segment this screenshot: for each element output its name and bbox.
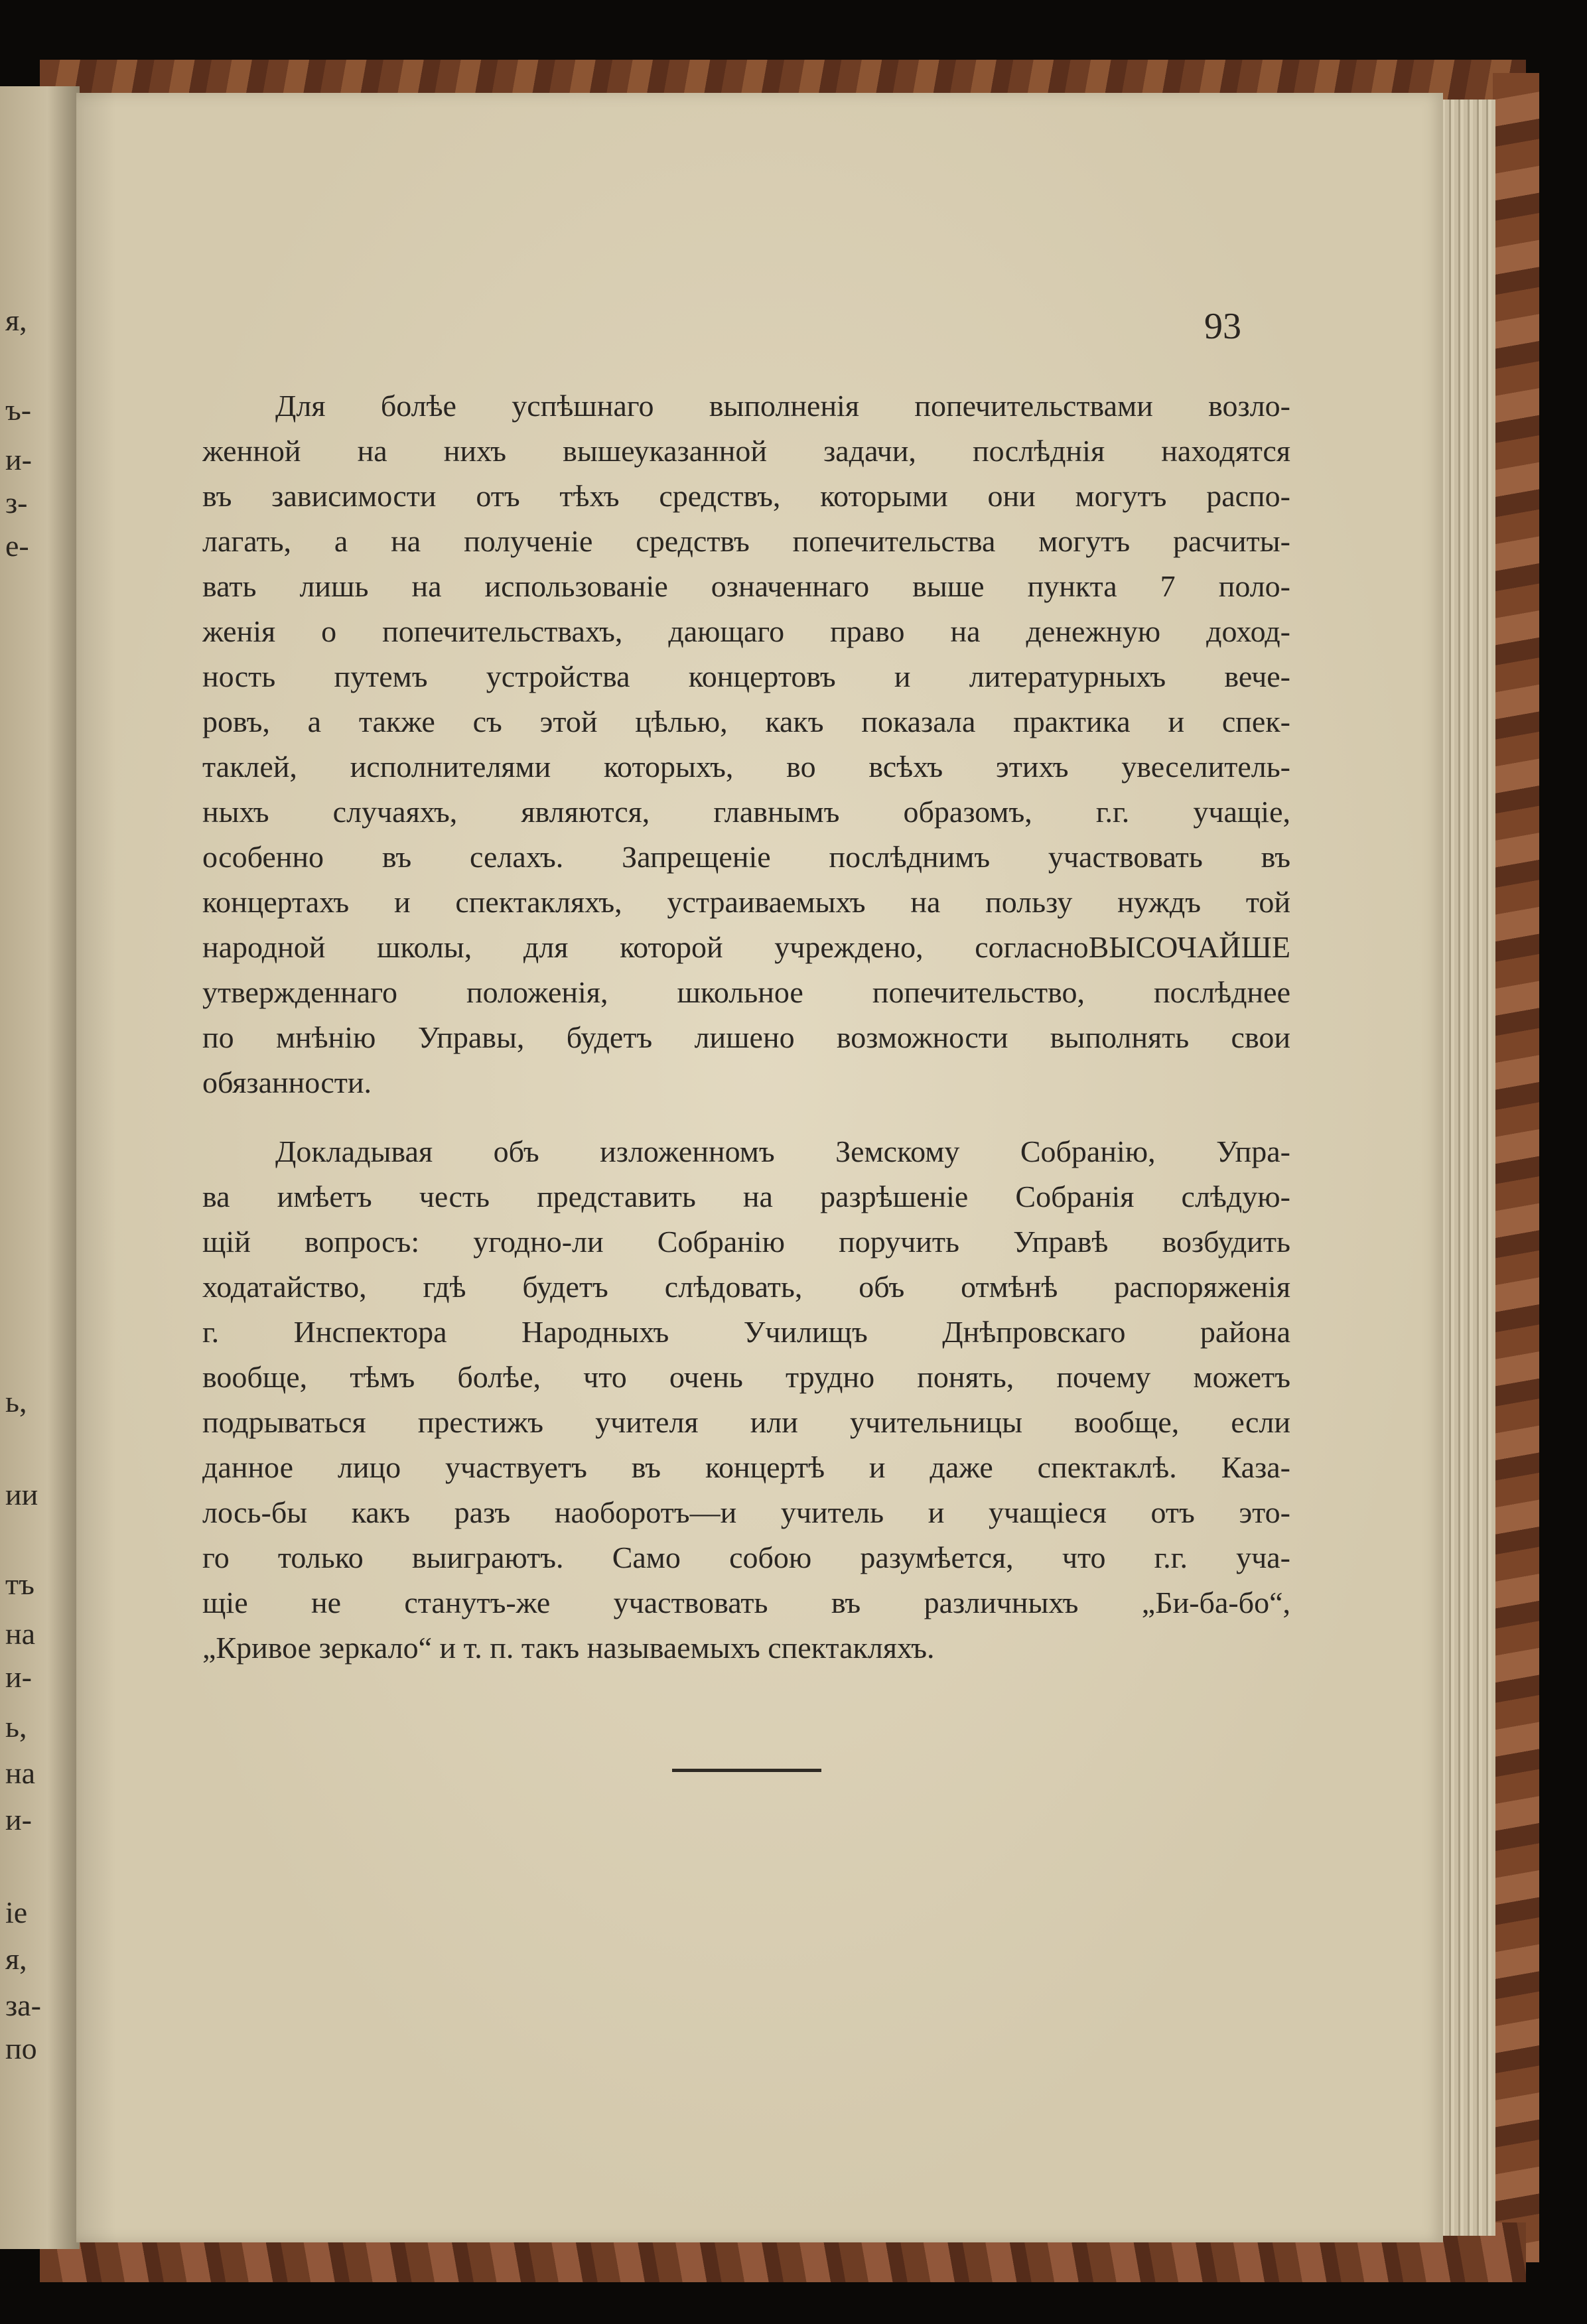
text-line: г. Инспектора Народныхъ Училищъ Днѣпровскаго района bbox=[202, 1315, 1290, 1349]
section-divider bbox=[672, 1769, 821, 1772]
text-line: женія о попечительствахъ, дающаго право на денежную доход- bbox=[202, 614, 1290, 648]
text-line: ныхъ случаяхъ, являются, главнымъ образомъ, г.г. учащіе, bbox=[202, 795, 1290, 829]
previous-page-edge bbox=[0, 86, 80, 2249]
left-page-fragment: и- bbox=[5, 443, 32, 476]
text-line: таклей, исполнителями которыхъ, во всѣхъ этихъ увеселитель- bbox=[202, 750, 1290, 784]
text-line: ва имѣетъ честь представить на разрѣшеніе Собранія слѣдую- bbox=[202, 1180, 1290, 1213]
text-line: Докладывая объ изложенномъ Земскому Собранію, Упра- bbox=[275, 1134, 1290, 1168]
text-line: лагать, а на полученіе средствъ попечительства могутъ расчиты- bbox=[202, 524, 1290, 558]
left-page-fragment: я, bbox=[5, 1942, 27, 1976]
left-page-fragment: ъ- bbox=[5, 393, 32, 427]
text-line: по мнѣнію Управы, будетъ лишено возможности выполнять свои bbox=[202, 1020, 1290, 1054]
left-page-fragment: по bbox=[5, 2031, 37, 2065]
text-line: щій вопросъ: угодно-ли Собранію поручить Управѣ возбудить bbox=[202, 1225, 1290, 1259]
left-page-fragment: на bbox=[5, 1756, 36, 1790]
text-line: данное лицо участвуетъ въ концертѣ и даже спектаклѣ. Каза- bbox=[202, 1450, 1290, 1484]
text-line: вообще, тѣмъ болѣе, что очень трудно понять, почему можетъ bbox=[202, 1360, 1290, 1394]
page-text bbox=[202, 383, 1290, 1671]
text-line: народной школы, для которой учреждено, согласноВЫСОЧАЙШЕ bbox=[202, 930, 1290, 964]
text-line: вать лишь на использованіе означеннаго выше пункта 7 поло- bbox=[202, 569, 1290, 603]
left-page-fragment: е- bbox=[5, 529, 29, 563]
text-line: го только выиграютъ. Само собою разумѣется, что г.г. уча- bbox=[202, 1540, 1290, 1574]
text-line: особенно въ селахъ. Запрещеніе послѣднимъ участвовать въ bbox=[202, 840, 1290, 874]
text-line: подрываться престижъ учителя или учительницы вообще, если bbox=[202, 1405, 1290, 1439]
text-line: въ зависимости отъ тѣхъ средствъ, которыми они могутъ распо- bbox=[202, 479, 1290, 513]
page-number: 93 bbox=[1204, 306, 1241, 347]
left-page-fragment: ь, bbox=[5, 1710, 27, 1743]
left-page-fragment: и- bbox=[5, 1660, 32, 1694]
text-line: ходатайство, гдѣ будетъ слѣдовать, объ отмѣнѣ распоряженія bbox=[202, 1270, 1290, 1304]
text-line: „Кривое зеркало“ и т. п. такъ называемыхъ спектакляхъ. bbox=[202, 1631, 935, 1665]
left-page-fragment: на bbox=[5, 1617, 36, 1651]
left-page-fragment: ии bbox=[5, 1477, 38, 1511]
book-page bbox=[76, 93, 1443, 2242]
text-line: ность путемъ устройства концертовъ и литературныхъ вече- bbox=[202, 659, 1290, 693]
text-line: женной на нихъ вышеуказанной задачи, послѣднія находятся bbox=[202, 434, 1290, 468]
left-page-fragment: ь, bbox=[5, 1385, 27, 1418]
left-page-fragment: и- bbox=[5, 1803, 32, 1836]
book-cover-right-edge bbox=[1493, 73, 1539, 2262]
left-page-fragment: тъ bbox=[5, 1567, 34, 1601]
left-page-fragment: іе bbox=[5, 1895, 28, 1929]
left-page-fragment: з- bbox=[5, 486, 28, 519]
text-line: обязанности. bbox=[202, 1065, 372, 1099]
text-line: Для болѣе успѣшнаго выполненія попечительствами возло- bbox=[275, 389, 1290, 423]
paragraph-gap bbox=[202, 1105, 1290, 1129]
text-line: лось-бы какъ разъ наоборотъ—и учитель и учащіеся отъ это- bbox=[202, 1495, 1290, 1529]
text-line: концертахъ и спектакляхъ, устраиваемыхъ на пользу нуждъ той bbox=[202, 885, 1290, 919]
text-line: утвержденнаго положенія, школьное попечительство, послѣднее bbox=[202, 975, 1290, 1009]
left-page-fragment: я, bbox=[5, 303, 27, 337]
text-line: ровъ, а также съ этой цѣлью, какъ показала практика и спек- bbox=[202, 705, 1290, 738]
left-page-fragment: за- bbox=[5, 1988, 41, 2022]
text-line: щіе не станутъ-же участвовать въ различныхъ „Би-ба-бо“, bbox=[202, 1586, 1290, 1619]
